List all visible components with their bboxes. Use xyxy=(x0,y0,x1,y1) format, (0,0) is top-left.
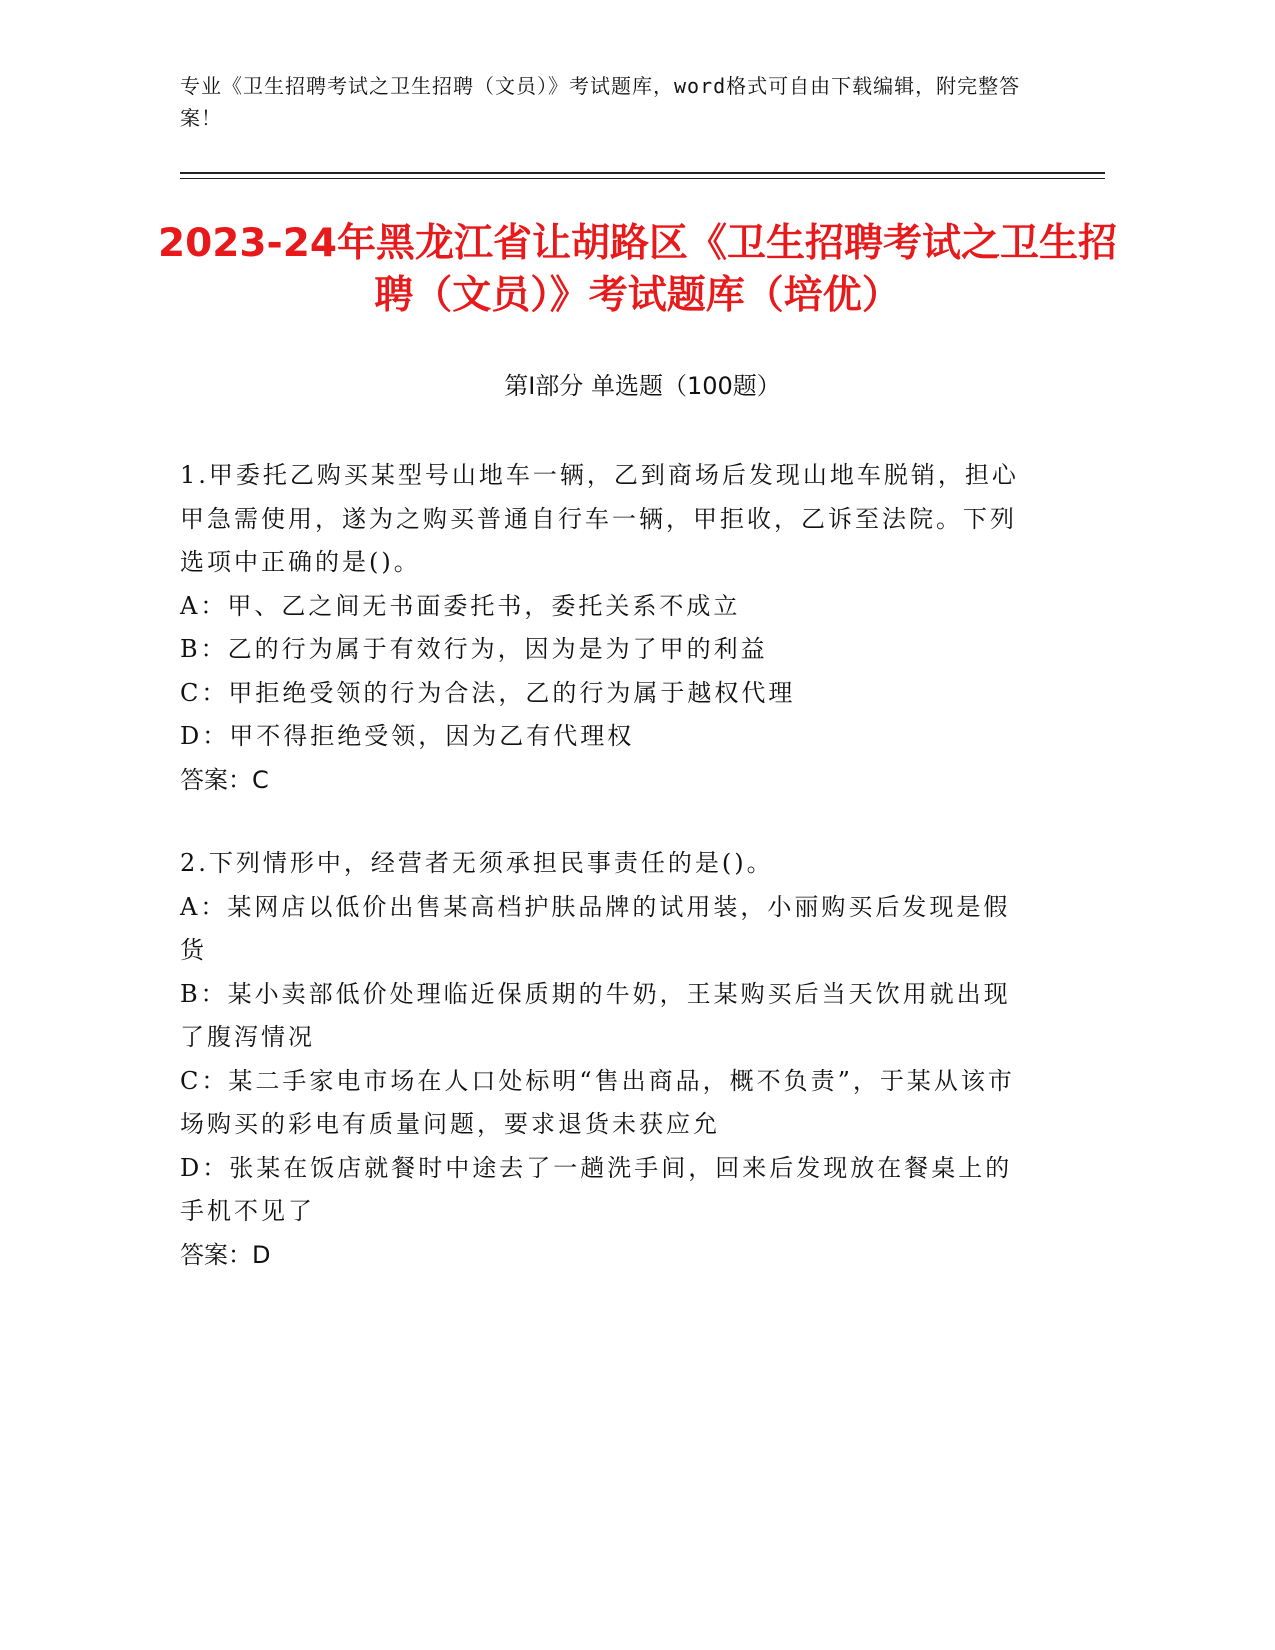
option-d: D：张某在饭店就餐时中途去了一趟洗手间，回来后发现放在餐桌上的手机不见了 xyxy=(180,1153,1013,1225)
question-2 xyxy=(180,842,1030,1277)
option-a: A：某网店以低价出售某高档护肤品牌的试用装，小丽购买后发现是假货 xyxy=(180,892,1011,964)
section-title: 第Ⅰ部分 单选题（100题） xyxy=(504,372,781,400)
question-1 xyxy=(180,454,1030,802)
option-d: D：甲不得拒绝受领，因为乙有代理权 xyxy=(180,722,635,750)
document-title: 2023-24年黑龙江省让胡路区《卫生招聘考试之卫生招聘（文员）》考试题库（培优） xyxy=(157,221,1117,318)
answer: 答案：D xyxy=(180,1240,271,1269)
option-c: C：甲拒绝受领的行为合法，乙的行为属于越权代理 xyxy=(180,678,796,707)
option-b: B：乙的行为属于有效行为，因为是为了甲的利益 xyxy=(180,635,768,663)
option-b: B：某小卖部低价处理临近保质期的牛奶，王某购买后当天饮用就出现了腹泻情况 xyxy=(180,979,1011,1051)
option-c: C：某二手家电市场在人口处标明“售出商品，概不负责”，于某从该市场购买的彩电有质量问题，要求退货未获应允 xyxy=(180,1066,1015,1138)
question-text: 2.下列情形中，经营者无须承担民事责任的是()。 xyxy=(180,849,774,877)
question-list xyxy=(180,454,1030,1317)
option-a: A：甲、乙之间无书面委托书，委托关系不成立 xyxy=(180,591,741,620)
question-text: 1.甲委托乙购买某型号山地车一辆，乙到商场后发现山地车脱销，担心甲急需使用，遂为之购买普通自行车一辆，甲拒收，乙诉至法院。下列选项中正确的是()。 xyxy=(180,461,1019,576)
header-divider-thick xyxy=(180,172,1105,174)
answer: 答案：C xyxy=(180,765,269,794)
header-note: 专业《卫生招聘考试之卫生招聘（文员）》考试题库，word格式可自由下载编辑，附完整答案！ xyxy=(180,74,1021,130)
header-divider-thin xyxy=(180,178,1105,179)
